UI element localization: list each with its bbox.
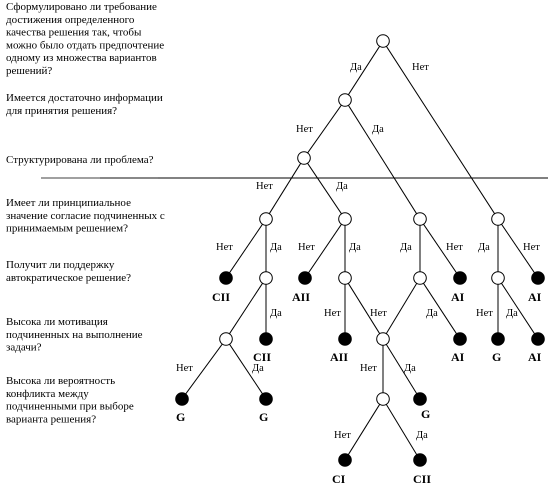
decision-node [260, 213, 273, 226]
result-label: AI [451, 290, 465, 304]
result-label: G [421, 407, 431, 421]
branch-label-yes: Да [252, 363, 264, 374]
result-label: AI [451, 350, 465, 364]
question-line: Высока ли вероятность [6, 375, 116, 387]
question-line: можно было отдать предпочтение [6, 39, 165, 52]
decision-node [492, 272, 505, 285]
question-4 [6, 197, 165, 235]
result-node [532, 272, 545, 285]
result-label: СII [212, 290, 231, 304]
tree-edge [230, 224, 263, 273]
result-label: AII [292, 290, 311, 304]
result-node [260, 333, 273, 346]
question-line: подчиненных на выполнение [6, 328, 143, 341]
question-list [6, 1, 165, 425]
tree-edge [269, 163, 300, 213]
branch-label-no: Нет [296, 124, 313, 135]
question-line: значение согласие подчиненных с [6, 209, 165, 222]
branch-label-yes: Да [270, 308, 282, 319]
branch-label-no: Нет [370, 308, 387, 319]
decision-node [414, 213, 427, 226]
decision-node [377, 35, 390, 48]
question-line: для принятия решения? [6, 104, 118, 117]
question-line: достижения определенного [6, 13, 135, 26]
result-node [299, 272, 312, 285]
branch-label-no: Нет [412, 62, 429, 73]
branch-label-yes: Да [270, 242, 282, 253]
tree-edge [386, 46, 494, 213]
tree-edge [348, 404, 379, 454]
branch-label-yes: Да [404, 363, 416, 374]
branch-label-yes: Да [349, 242, 361, 253]
result-node [492, 333, 505, 346]
branch-label-no: Нет [256, 181, 273, 192]
result-label: СII [253, 350, 272, 364]
branch-label-no: Нет [216, 242, 233, 253]
question-line: Высока ли мотивация [6, 316, 108, 328]
question-7 [6, 375, 134, 425]
tree-edge [230, 283, 263, 333]
tree-edge [386, 283, 416, 333]
result-label: G [492, 350, 502, 364]
question-line: конфликта между [6, 387, 89, 400]
decision-node [492, 213, 505, 226]
question-line: принимаемым решением? [6, 222, 128, 235]
question-line: Структурирована ли проблема? [6, 154, 154, 166]
branch-label-yes: Да [350, 62, 362, 73]
question-line: Имеет ли принципиальное [6, 197, 131, 209]
result-node [339, 333, 352, 346]
result-node [220, 272, 233, 285]
question-line: одному из множества вариантов [6, 52, 157, 65]
branch-labels [176, 62, 540, 441]
branch-label-no: Нет [324, 308, 341, 319]
branch-label-no: Нет [476, 308, 493, 319]
decision-node [260, 272, 273, 285]
decision-node [298, 152, 311, 165]
decision-node [339, 94, 352, 107]
result-label: AI [528, 350, 542, 364]
result-labels [176, 290, 542, 486]
question-line: Сформулировано ли требование [6, 1, 157, 13]
result-label: G [176, 410, 186, 424]
question-3 [6, 154, 154, 166]
question-line: решений? [6, 65, 53, 77]
result-label: СI [332, 472, 346, 486]
branch-label-yes: Да [478, 242, 490, 253]
branch-label-no: Нет [446, 242, 463, 253]
branch-label-no: Нет [176, 363, 193, 374]
question-1 [6, 1, 164, 77]
branch-label-no: Нет [298, 242, 315, 253]
result-node [454, 333, 467, 346]
result-node [260, 393, 273, 406]
question-line: подчиненными при выборе [6, 400, 134, 413]
result-node [454, 272, 467, 285]
branch-label-yes: Да [336, 181, 348, 192]
branch-label-no: Нет [523, 242, 540, 253]
result-label: СII [413, 472, 432, 486]
question-line: качества решения так, чтобы [6, 26, 142, 39]
result-node [414, 393, 427, 406]
decision-node [414, 272, 427, 285]
result-label: AI [528, 290, 542, 304]
branch-label-yes: Да [426, 308, 438, 319]
tree-edge [348, 105, 416, 213]
question-5 [6, 259, 131, 284]
branch-label-yes: Да [416, 430, 428, 441]
question-6 [6, 316, 143, 354]
question-line: Имеется достаточно информации [6, 92, 163, 104]
branch-label-no: Нет [334, 430, 351, 441]
branch-label-yes: Да [506, 308, 518, 319]
decision-node [339, 213, 352, 226]
result-node [339, 454, 352, 467]
result-label: G [259, 410, 269, 424]
branch-label-yes: Да [372, 124, 384, 135]
question-2 [6, 92, 163, 117]
result-node [532, 333, 545, 346]
decision-node [339, 272, 352, 285]
decision-node [377, 393, 390, 406]
question-line: задачи? [6, 341, 42, 354]
question-line: автократическое решение? [6, 271, 131, 284]
question-line: Получит ли поддержку [6, 259, 115, 271]
decision-node [377, 333, 390, 346]
result-label: AII [330, 350, 349, 364]
decision-node [220, 333, 233, 346]
question-line: варианта решения? [6, 413, 97, 426]
branch-label-yes: Да [400, 242, 412, 253]
tree-edge [386, 404, 416, 454]
result-node [176, 393, 189, 406]
branch-label-no: Нет [360, 363, 377, 374]
result-node [414, 454, 427, 467]
